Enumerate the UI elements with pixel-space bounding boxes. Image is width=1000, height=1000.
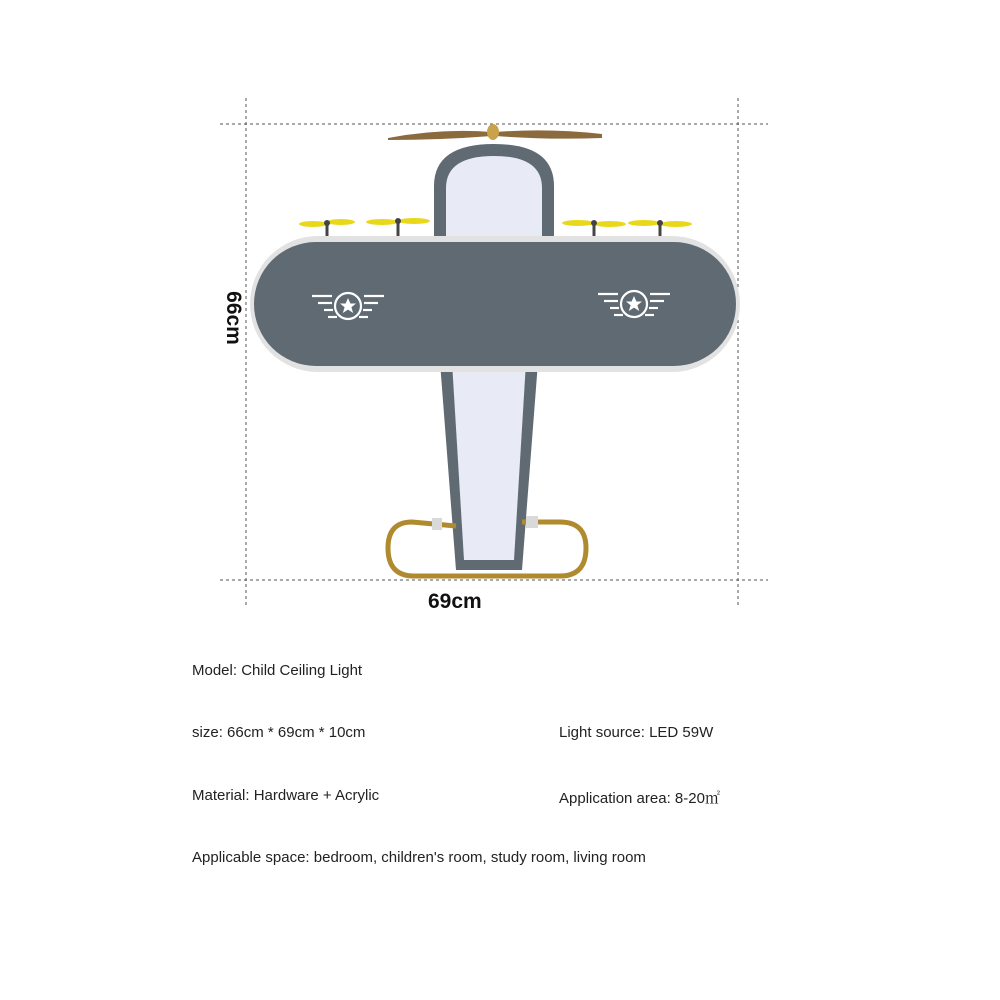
spec-area-label: Application area : <box>559 790 675 807</box>
spec-light-label: Light source : <box>559 724 649 741</box>
spec-size <box>192 724 365 741</box>
spec-space-label: Applicable space : <box>192 849 314 866</box>
spec-model <box>192 662 362 679</box>
width-dimension-label: 69cm <box>428 590 482 613</box>
spec-material <box>192 787 379 804</box>
spec-size-label: size : <box>192 724 227 741</box>
height-dimension-label: 66cm <box>221 291 245 345</box>
spec-size-value: 66cm * 69cm * 10cm <box>227 724 366 741</box>
spec-light-source <box>559 724 713 741</box>
spec-area-value: 8-20㎡ <box>674 790 720 807</box>
spec-model-value: Child Ceiling Light <box>241 662 363 679</box>
spec-model-label: Model : <box>192 662 241 679</box>
spec-light-value: LED 59W <box>649 724 714 741</box>
spec-material-label: Material : <box>192 787 254 804</box>
spec-material-value: Hardware + Acrylic <box>253 787 380 804</box>
spec-space-value: bedroom, children's room, study room, living room <box>313 849 646 866</box>
spec-applicable-space <box>192 849 646 866</box>
spec-application-area <box>559 787 720 808</box>
